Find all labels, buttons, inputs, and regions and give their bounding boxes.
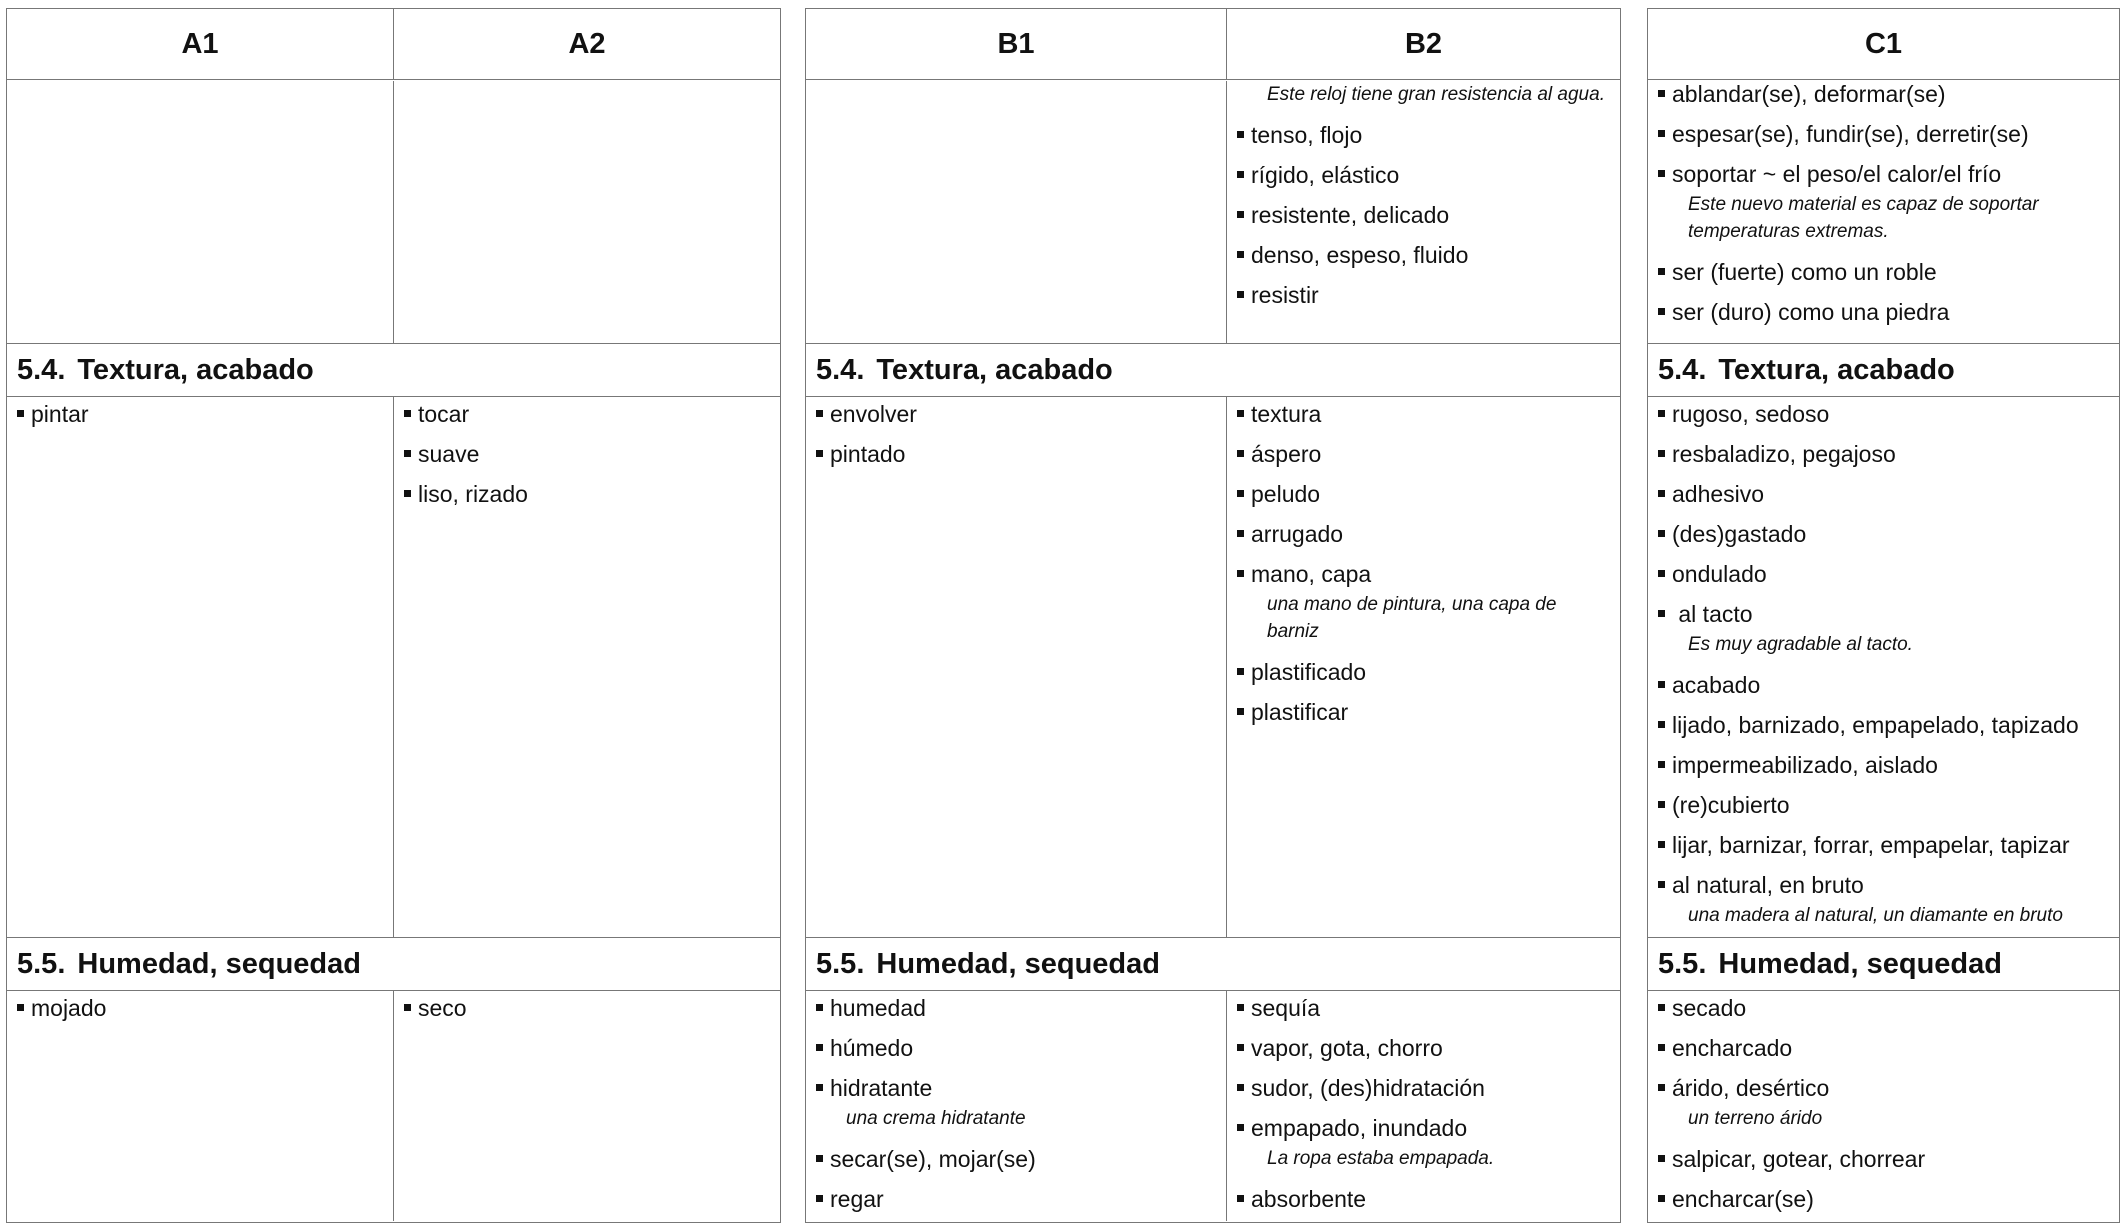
vocabulary-term: ser (duro) como una piedra: [1658, 299, 2111, 325]
vocabulary-item: [1658, 1186, 2111, 1212]
vocabulary-term: arrugado: [1237, 521, 1612, 547]
vocabulary-item: [1237, 122, 1612, 148]
top-continuation-row: [1648, 81, 2119, 343]
vocabulary-term: encharcado: [1658, 1035, 2111, 1061]
section-heading-texture: [7, 343, 780, 397]
vocabulary-item: [17, 401, 385, 427]
vocabulary-item: [1658, 872, 2111, 929]
vocabulary-item: [1237, 401, 1612, 427]
vocabulary-term: pintado: [816, 441, 1218, 467]
vocabulary-term: ondulado: [1658, 561, 2111, 587]
col-c1-texture: [1648, 397, 2119, 937]
level-header-row: [7, 9, 780, 80]
col-b1-top: [806, 81, 1226, 343]
section-title: Humedad, sequedad: [1718, 947, 2002, 980]
level-header-b1: B1: [997, 27, 1035, 60]
vocabulary-list: [17, 995, 385, 1021]
vocabulary-item: [1658, 601, 2111, 658]
vocabulary-list: [1658, 995, 2111, 1212]
vocabulary-item: [1237, 202, 1612, 228]
section-title: Textura, acabado: [876, 353, 1113, 386]
vocabulary-term: empapado, inundado: [1237, 1115, 1612, 1141]
vocabulary-item: [1658, 1146, 2111, 1172]
section-heading-texture: [806, 343, 1620, 397]
col-a1-humidity: [7, 991, 393, 1221]
vocabulary-item: [404, 401, 772, 427]
vocabulary-list: [816, 995, 1218, 1212]
vocabulary-item: [404, 995, 772, 1021]
vocabulary-term: suave: [404, 441, 772, 467]
vocabulary-term: secar(se), mojar(se): [816, 1146, 1218, 1172]
section-title: Humedad, sequedad: [876, 947, 1160, 980]
section-number: 5.4.: [1658, 353, 1707, 386]
vocabulary-item: [1237, 521, 1612, 547]
level-header-row: [806, 9, 1620, 80]
vocabulary-item: [1237, 282, 1612, 308]
section-title: Textura, acabado: [77, 353, 314, 386]
vocabulary-item: [1237, 995, 1612, 1021]
usage-example: una madera al natural, un diamante en bruto: [1688, 905, 2063, 926]
vocabulary-term: absorbente: [1237, 1186, 1612, 1212]
usage-example: una mano de pintura, una capa de barniz: [1267, 594, 1557, 642]
vocabulary-item: [1658, 672, 2111, 698]
vocabulary-item: [816, 1035, 1218, 1061]
vocabulary-term: espesar(se), fundir(se), derretir(se): [1658, 121, 2111, 147]
humidity-row: [806, 991, 1620, 1221]
vocabulary-term: hidratante: [816, 1075, 1218, 1101]
vocabulary-term: resistente, delicado: [1237, 202, 1612, 228]
vocabulary-item: [1658, 401, 2111, 427]
vocabulary-item: [1237, 659, 1612, 685]
section-heading-humidity: [806, 937, 1620, 991]
vocabulary-item: [1237, 242, 1612, 268]
vocabulary-item: [1658, 441, 2111, 467]
vocabulary-item: [816, 1186, 1218, 1212]
col-b1-texture: [806, 397, 1226, 937]
vocabulary-term: árido, desértico: [1658, 1075, 2111, 1101]
vocabulary-list: [1237, 81, 1612, 308]
vocabulary-item: [1237, 441, 1612, 467]
vocabulary-item: [1237, 81, 1612, 108]
vocabulary-term: soportar ~ el peso/el calor/el frío: [1658, 161, 2111, 187]
vocabulary-term: acabado: [1658, 672, 2111, 698]
vocabulary-item: [404, 441, 772, 467]
vocabulary-term: tocar: [404, 401, 772, 427]
panel-c: [1647, 8, 2120, 1223]
vocabulary-item: [1658, 259, 2111, 285]
top-continuation-row: [7, 81, 780, 343]
vocabulary-term: (re)cubierto: [1658, 792, 2111, 818]
vocabulary-item: [17, 995, 385, 1021]
vocabulary-term: mano, capa: [1237, 561, 1612, 587]
vocabulary-list: [1237, 995, 1612, 1212]
vocabulary-term: impermeabilizado, aislado: [1658, 752, 2111, 778]
vocabulary-term: regar: [816, 1186, 1218, 1212]
usage-example: Este reloj tiene gran resistencia al agua.: [1267, 84, 1605, 105]
vocabulary-term: (des)gastado: [1658, 521, 2111, 547]
vocabulary-term: resbaladizo, pegajoso: [1658, 441, 2111, 467]
vocabulary-item: [1658, 521, 2111, 547]
level-header-a2: A2: [393, 9, 780, 79]
humidity-row: [7, 991, 780, 1221]
vocabulary-item: [1658, 1035, 2111, 1061]
usage-example: La ropa estaba empapada.: [1267, 1148, 1495, 1169]
vocabulary-item: [1658, 81, 2111, 107]
vocabulary-term: vapor, gota, chorro: [1237, 1035, 1612, 1061]
vocabulary-item: [816, 995, 1218, 1021]
vocabulary-term: ser (fuerte) como un roble: [1658, 259, 2111, 285]
vocabulary-item: [1658, 1075, 2111, 1132]
vocabulary-item: [1658, 752, 2111, 778]
vocabulary-term: liso, rizado: [404, 481, 772, 507]
vocabulary-term: pintar: [17, 401, 385, 427]
vocabulary-term: sudor, (des)hidratación: [1237, 1075, 1612, 1101]
section-title: Humedad, sequedad: [77, 947, 361, 980]
vocabulary-list: [1237, 401, 1612, 725]
vocabulary-item: [1658, 561, 2111, 587]
col-a2-texture: [393, 397, 780, 937]
vocabulary-list: [1658, 81, 2111, 325]
col-b2-humidity: [1226, 991, 1620, 1221]
section-number: 5.5.: [17, 947, 66, 980]
texture-row: [806, 397, 1620, 937]
vocabulary-term: plastificado: [1237, 659, 1612, 685]
section-number: 5.5.: [1658, 947, 1707, 980]
vocabulary-term: textura: [1237, 401, 1612, 427]
vocabulary-item: [1658, 995, 2111, 1021]
level-header-b2: B2: [1226, 9, 1620, 79]
vocabulary-term: peludo: [1237, 481, 1612, 507]
vocabulary-term: encharcar(se): [1658, 1186, 2111, 1212]
usage-example: Este nuevo material es capaz de soportar temperaturas extremas.: [1688, 194, 2039, 242]
usage-example: un terreno árido: [1688, 1108, 1823, 1129]
vocabulary-term: húmedo: [816, 1035, 1218, 1061]
vocabulary-item: [1658, 161, 2111, 245]
col-c1-top: [1648, 81, 2119, 343]
texture-row: [7, 397, 780, 937]
vocabulary-term: denso, espeso, fluido: [1237, 242, 1612, 268]
col-b1-humidity: [806, 991, 1226, 1221]
vocabulary-item: [816, 401, 1218, 427]
vocabulary-item: [816, 1075, 1218, 1132]
vocabulary-term: sequía: [1237, 995, 1612, 1021]
vocabulary-term: lijar, barnizar, forrar, empapelar, tapizar: [1658, 832, 2111, 858]
vocabulary-item: [1658, 121, 2111, 147]
vocabulary-item: [1658, 481, 2111, 507]
vocabulary-item: [1237, 1035, 1612, 1061]
vocabulary-term: seco: [404, 995, 772, 1021]
vocabulary-term: mojado: [17, 995, 385, 1021]
vocabulary-term: tenso, flojo: [1237, 122, 1612, 148]
vocabulary-item: [1658, 792, 2111, 818]
vocabulary-list: [404, 995, 772, 1021]
vocabulary-list: [404, 401, 772, 507]
vocabulary-term: áspero: [1237, 441, 1612, 467]
vocabulary-list: [1658, 401, 2111, 929]
panel-b: [805, 8, 1621, 1223]
col-a2-top: [393, 81, 780, 343]
vocabulary-term: plastificar: [1237, 699, 1612, 725]
vocabulary-term: rígido, elástico: [1237, 162, 1612, 188]
vocabulary-term: al tacto: [1658, 601, 2111, 627]
vocabulary-term: al natural, en bruto: [1658, 872, 2111, 898]
col-b2-top: [1226, 81, 1620, 343]
vocabulary-term: lijado, barnizado, empapelado, tapizado: [1658, 712, 2111, 738]
col-a1-texture: [7, 397, 393, 937]
usage-example: Es muy agradable al tacto.: [1688, 634, 1913, 655]
vocabulary-item: [1237, 1115, 1612, 1172]
texture-row: [1648, 397, 2119, 937]
vocabulary-term: salpicar, gotear, chorrear: [1658, 1146, 2111, 1172]
vocabulary-term: secado: [1658, 995, 2111, 1021]
section-heading-humidity: [7, 937, 780, 991]
section-number: 5.5.: [816, 947, 865, 980]
section-heading-texture: [1648, 343, 2119, 397]
usage-example: una crema hidratante: [846, 1108, 1026, 1129]
vocabulary-item: [1237, 561, 1612, 645]
level-header-c1: C1: [1864, 27, 1903, 60]
vocabulary-term: adhesivo: [1658, 481, 2111, 507]
section-number: 5.4.: [17, 353, 66, 386]
vocabulary-item: [1237, 481, 1612, 507]
vocabulary-item: [1658, 299, 2111, 325]
vocabulary-term: resistir: [1237, 282, 1612, 308]
top-continuation-row: [806, 81, 1620, 343]
vocabulary-item: [816, 1146, 1218, 1172]
vocabulary-item: [1237, 1075, 1612, 1101]
vocabulary-term: humedad: [816, 995, 1218, 1021]
vocabulary-item: [816, 441, 1218, 467]
col-c1-humidity: [1648, 991, 2119, 1221]
vocabulary-item: [1237, 1186, 1612, 1212]
vocabulary-item: [1237, 162, 1612, 188]
section-title: Textura, acabado: [1718, 353, 1955, 386]
panel-a: [6, 8, 781, 1223]
vocabulary-item: [404, 481, 772, 507]
level-header-a1: A1: [181, 27, 219, 60]
vocabulary-term: rugoso, sedoso: [1658, 401, 2111, 427]
vocabulary-item: [1658, 712, 2111, 738]
humidity-row: [1648, 991, 2119, 1221]
vocabulary-item: [1658, 832, 2111, 858]
vocabulary-item: [1237, 699, 1612, 725]
section-heading-humidity: [1648, 937, 2119, 991]
col-a1-top: [7, 81, 393, 343]
vocabulary-term: ablandar(se), deformar(se): [1658, 81, 2111, 107]
col-b2-texture: [1226, 397, 1620, 937]
vocabulary-list: [17, 401, 385, 427]
level-header-row: [1648, 9, 2119, 80]
vocabulary-list: [816, 401, 1218, 467]
section-number: 5.4.: [816, 353, 865, 386]
vocabulary-term: envolver: [816, 401, 1218, 427]
col-a2-humidity: [393, 991, 780, 1221]
